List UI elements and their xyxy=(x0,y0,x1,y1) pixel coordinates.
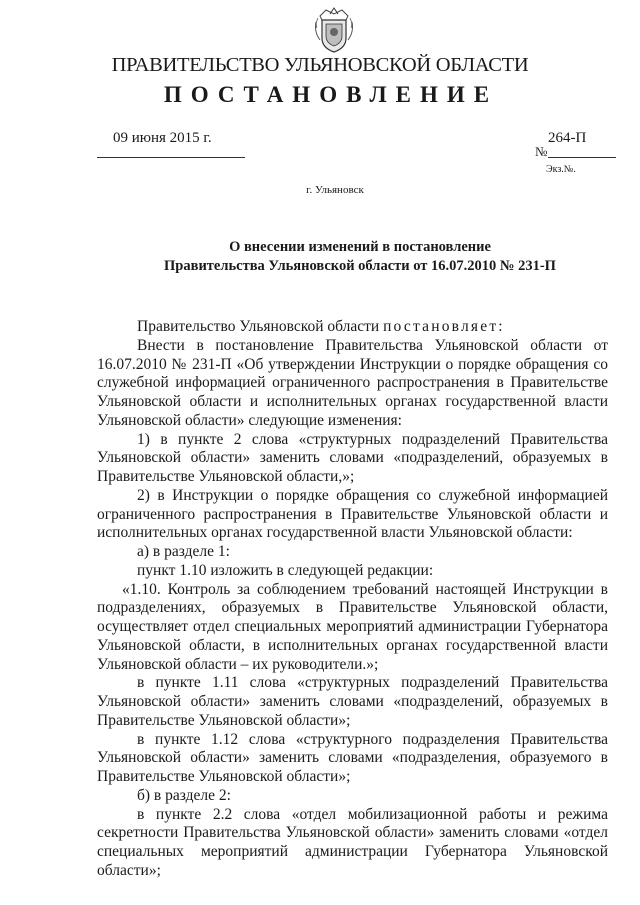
paragraph: в пункте 1.12 слова «структурного подразделения Правительства Ульяновской области» заменить словами «подразделения, образуемого в Правительстве Ульяновской области»; xyxy=(97,730,608,785)
paragraph: в пункте 1.11 слова «структурных подразделений Правительства Ульяновской области» заменить словами «подразделений, образуемых в Правительстве Ульяновской области»; xyxy=(97,674,608,729)
paragraph: в пункте 2.2 слова «отдел мобилизационной работы и режима секретности Правительства Ульяновской области» заменить словами «отдел специальных мероприятий администрации Губернатора Ульяновской области»; xyxy=(97,805,608,879)
number-underline xyxy=(548,157,616,158)
paragraph: Внести в постановление Правительства Ульяновской области от 16.07.2010 № 231-П «Об утверждении Инструкции о порядке обращения со служебной информацией ограниченного распространения в Правительстве Ульяновской области и исполнительных органах государственной власти Ульяновской области» следующие изменения: xyxy=(97,336,608,429)
organization-name: ПРАВИТЕЛЬСТВО УЛЬЯНОВСКОЙ ОБЛАСТИ xyxy=(111,54,529,76)
paragraph: б) в разделе 2: xyxy=(137,786,231,804)
city: г. Ульяновск xyxy=(306,184,364,196)
document-type: ПОСТАНОВЛЕНИЕ xyxy=(163,82,499,107)
date-underline xyxy=(97,157,245,158)
document-body xyxy=(97,318,608,881)
document-date: 09 июня 2015 г. xyxy=(113,130,212,146)
intro-resolves: постановляет: xyxy=(383,318,505,335)
intro-paragraph xyxy=(97,318,608,337)
document-number: 264-П xyxy=(548,130,587,146)
intro-prefix: Правительство Ульяновской области xyxy=(137,318,384,335)
paragraph: 2) в Инструкции о порядке обращения со служебной информацией ограниченного распространения в Правительстве Ульяновской области и исполнительных органах государственной власти Ульяновской области: xyxy=(97,486,608,542)
document-title xyxy=(60,238,640,276)
copy-number-label: Экз.№. xyxy=(546,164,576,175)
paragraph: пункт 1.10 изложить в следующей редакции: xyxy=(137,561,434,579)
coat-of-arms-icon xyxy=(312,6,356,54)
title-line-2: Правительства Ульяновской области от 16.07.2010 № 231-П xyxy=(164,258,556,274)
paragraph: а) в разделе 1: xyxy=(137,543,230,560)
title-line-1: О внесении изменений в постановление xyxy=(229,239,491,255)
paragraph: 1) в пункте 2 слова «структурных подразделений Правительства Ульяновской области» заменить словами «подразделений, образуемых в Правительстве Ульяновской области,»; xyxy=(97,430,608,485)
paragraph: «1.10. Контроль за соблюдением требований настоящей Инструкции в подразделениях, образуемых в Правительстве Ульяновской области, осуществляет отдел специальных мероприятий администрации Губернатора Ульяновской области, в исполнительных органах государственной власти Ульяновской области – их руководители.»; xyxy=(97,580,608,673)
number-label: № xyxy=(535,144,548,159)
